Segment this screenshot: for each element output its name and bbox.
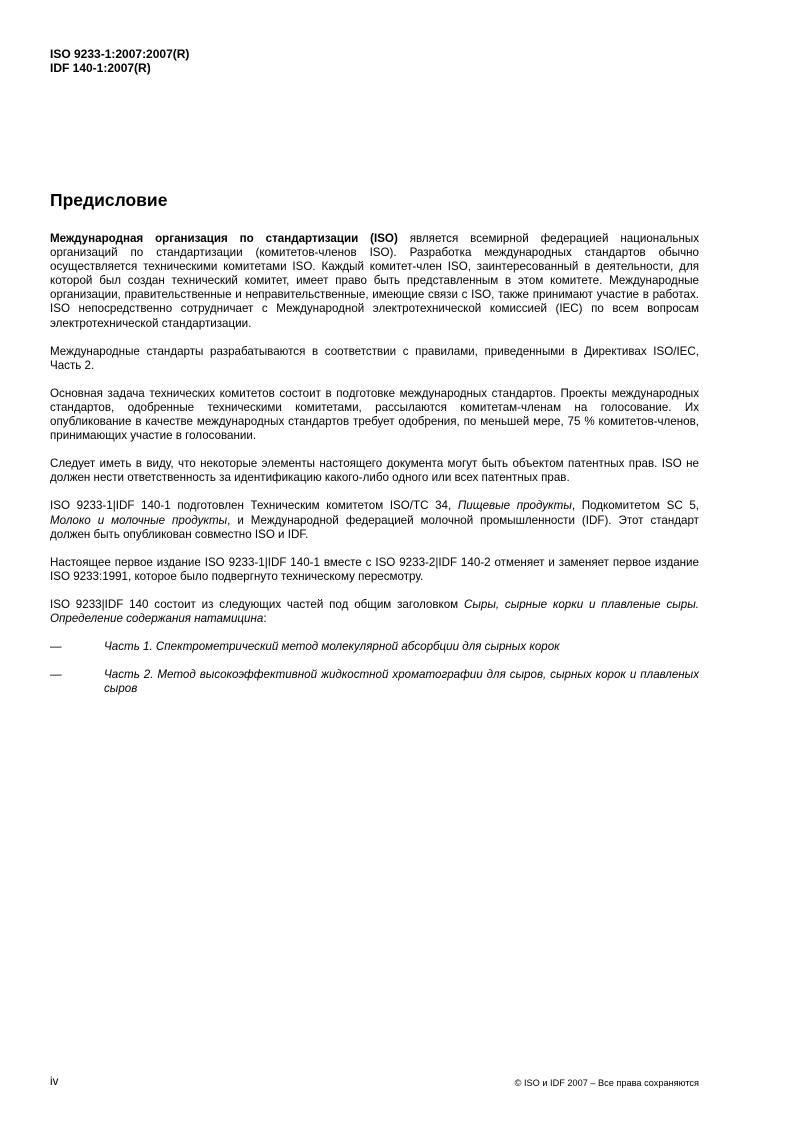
paragraph-technical-committees: Основная задача технических комитетов состоит в подготовке международных стандартов. Проекты международных стандартов, одобренные техническими комитетами, рассылаются комитетам-членам на голосование. Их опубликование в качестве международных стандартов требует одобрения, по меньшей мере, 75 % комитетов-членов, принимающих участие в голосовании. (50, 386, 699, 443)
paragraph-preparation: ISO 9233-1|IDF 140-1 подготовлен Техническим комитетом ISO/TC 34, Пищевые продукты, Подкомитетом SC 5, Молоко и молочные продукты, и Международной федерацией молочной промышленности (IDF). Этот стандарт должен быть опубликован совместно ISO и IDF. (50, 499, 700, 541)
iso-intro-text: является всемирной федерацией национальных организаций по стандартизации (комитетов-членов ISO). Разработка международных стандартов обычно осуществляется техническими комитетами ISO. Каждый комитет-член ISO, заинтересованный в деятельности, для которой был создан технический комитет, имеет право быть представленным в этом комитете. Международные организации, правительственные и неправительственные, имеющие связи с ISO, также принимают участие в работах. ISO непосредственно сотрудничает с Международной электротехнической комиссией (IEC) по всем вопросам электротехнической стандартизации. (50, 232, 699, 330)
copyright-notice: © ISO и IDF 2007 – Все права сохраняются (514, 1078, 699, 1088)
header-iso-code: ISO 9233-1:2007:2007(R) (50, 47, 190, 61)
paragraph-directives: Международные стандарты разрабатываются в соответствии с правилами, приведенными в Директивах ISO/IEC, Часть 2. (50, 344, 699, 372)
header-idf-code: IDF 140-1:2007(R) (50, 61, 151, 75)
dash-bullet: — (50, 668, 62, 682)
document-header (50, 47, 189, 75)
page-number: iv (50, 1075, 59, 1088)
paragraph-parts: ISO 9233|IDF 140 состоит из следующих частей под общим заголовком Сыры, сырные корки и плавленые сыры. Определение содержания натамицина: (50, 597, 699, 625)
list-item (50, 668, 699, 696)
iso-org-name: Международная организация по стандартизации (ISO) (50, 232, 398, 245)
paragraph-edition: Настоящее первое издание ISO 9233-1|IDF 140-1 вместе с ISO 9233-2|IDF 140-2 отменяет и заменяет первое издание ISO 9233:1991, которое было подвергнуто техническому пересмотру. (50, 555, 699, 583)
page-title: Предисловие (50, 190, 168, 210)
dash-bullet: — (50, 640, 62, 654)
paragraph-patent-rights: Следует иметь в виду, что некоторые элементы настоящего документа могут быть объектом патентных прав. ISO не должен нести ответственность за идентификацию какого-либо одного или всех патентных прав. (50, 457, 699, 485)
list-item (50, 640, 699, 654)
general-title: Сыры, сырные корки и плавленые сыры. Определение содержания натамицина (50, 597, 699, 625)
document-body (50, 232, 699, 710)
list-item-part-2: Часть 2. Метод высокоэффективной жидкостной хроматографии для сыров, сырных корок и плавленых сыров (104, 668, 699, 696)
subcommittee-milk-products: Молоко и молочные продукты (50, 513, 228, 527)
list-item-part-1: Часть 1. Спектрометрический метод молекулярной абсорбции для сырных корок (104, 640, 560, 654)
paragraph-iso-intro (50, 232, 699, 331)
committee-food-products: Пищевые продукты (457, 499, 572, 513)
